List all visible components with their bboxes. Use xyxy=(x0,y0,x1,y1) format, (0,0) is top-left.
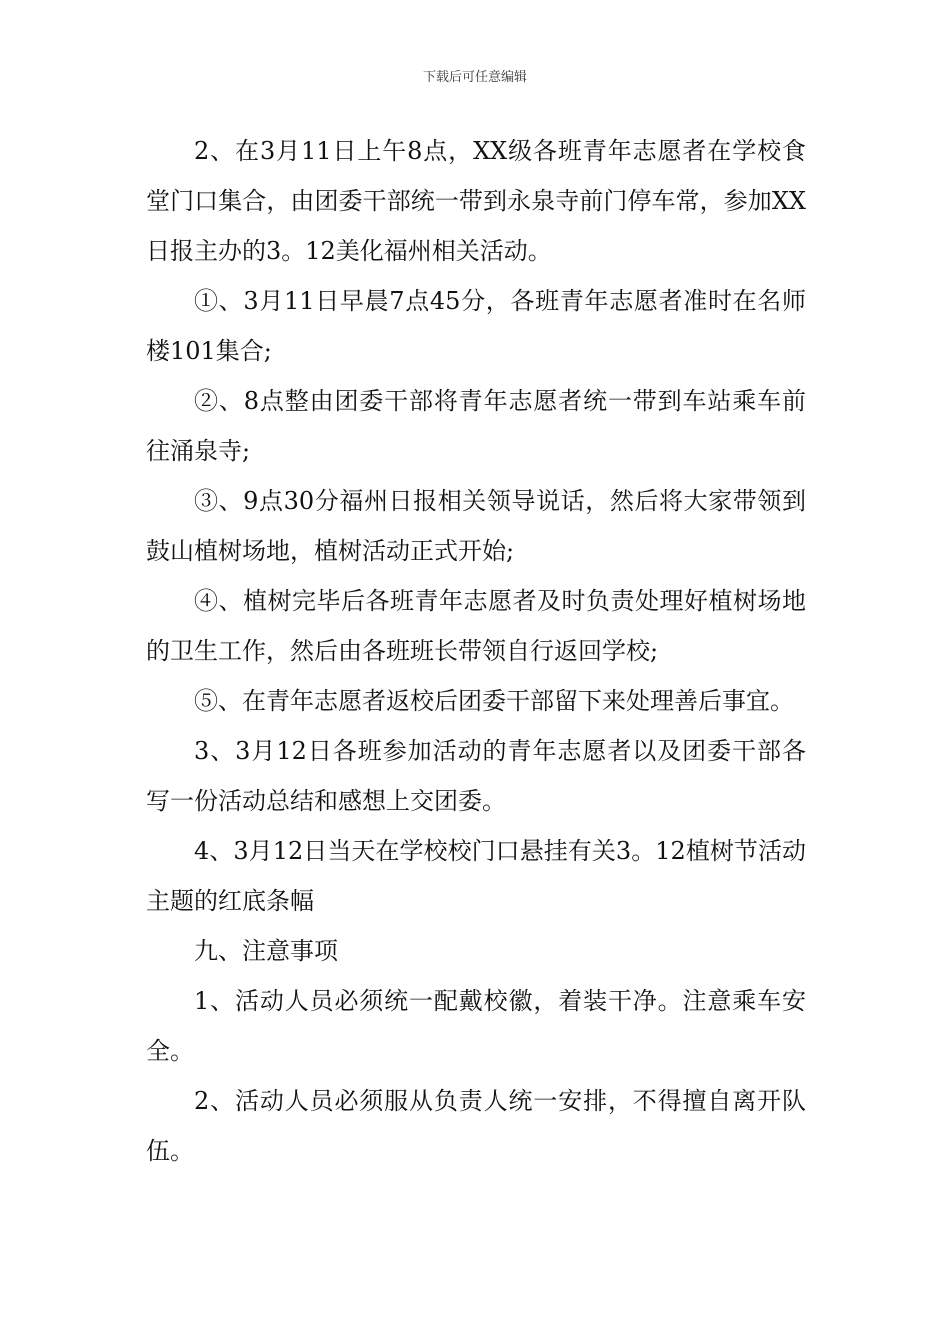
paragraph: 2、在3月11日上午8点，XX级各班青年志愿者在学校食堂门口集合，由团委干部统一带到永泉寺前门停车常，参加XX日报主办的3。12美化福州相关活动。 xyxy=(146,137,806,265)
document-body xyxy=(146,126,806,1176)
paragraph: ①、3月11日早晨7点45分，各班青年志愿者准时在名师楼101集合; xyxy=(146,287,806,365)
paragraph: 2、活动人员必须服从负责人统一安排，不得擅自离开队伍。 xyxy=(146,1087,806,1165)
paragraph: ③、9点30分福州日报相关领导说话，然后将大家带领到鼓山植树场地，植树活动正式开始; xyxy=(146,487,806,565)
paragraph: 1、活动人员必须统一配戴校徽，着装干净。注意乘车安全。 xyxy=(146,987,806,1065)
section-heading: 九、注意事项 xyxy=(194,937,338,965)
paragraph: 3、3月12日各班参加活动的青年志愿者以及团委干部各写一份活动总结和感想上交团委。 xyxy=(146,737,806,815)
page-header: 下载后可任意编辑 xyxy=(422,70,527,85)
paragraph: ④、植树完毕后各班青年志愿者及时负责处理好植树场地的卫生工作，然后由各班班长带领自行返回学校; xyxy=(146,587,806,665)
paragraph: ②、8点整由团委干部将青年志愿者统一带到车站乘车前往涌泉寺; xyxy=(146,387,806,465)
paragraph: 4、3月12日当天在学校校门口悬挂有关3。12植树节活动主题的红底条幅 xyxy=(146,837,806,915)
paragraph: ⑤、在青年志愿者返校后团委干部留下来处理善后事宜。 xyxy=(194,687,794,715)
